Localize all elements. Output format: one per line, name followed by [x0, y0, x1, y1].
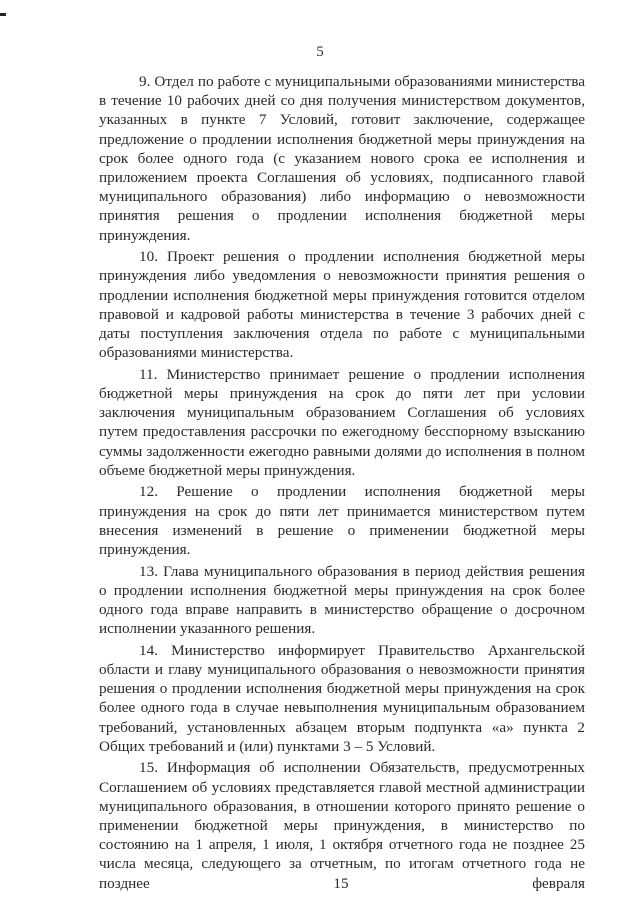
paragraph-12: 12. Решение о продлении исполнения бюджетной меры принуждения на срок до пяти лет принимается министерством путем внесения изменений в решение о применении бюджетной меры принуждения.	[99, 483, 585, 559]
paragraph-14: 14. Министерство информирует Правительство Архангельской области и главу муниципального образования о невозможности принятия решения о продлении исполнения бюджетной меры принуждения на срок более одного года в случае невыполнения муниципальным образованием требований, установленных абзацем вторым подпункта «а» пункта 2 Общих требований и (или) пунктами 3 – 5 Условий.	[99, 641, 585, 755]
paragraph-15: 15. Информация об исполнении Обязательств, предусмотренных Соглашением об условиях представляется главой местной администрации муниципального образования, в отношении которого принято решение о применении бюджетной меры принуждения, в министерство по состоянию на 1 апреля, 1 июля, 1 октября отчетного года не позднее 25 числа месяца, следующего за отчетным, по итогам отчетного года не позднее 15 февраля	[99, 759, 585, 892]
paragraph-9: 9. Отдел по работе с муниципальными образованиями министерства в течение 10 рабочих дней со дня получения министерством документов, указанных в пункте 7 Условий, готовит заключение, содержащее предложение о продлении исполнения бюджетной меры принуждения на срок более одного года (с указанием нового срока ее исполнения и приложением проекта Соглашения об условиях, подписанного главой муниципального образования) либо информацию о невозможности принятия решения о продлении исполнения бюджетной меры принуждения.	[99, 73, 585, 244]
document-body	[99, 72, 585, 895]
scan-corner-mark	[0, 13, 6, 16]
paragraph-13: 13. Глава муниципального образования в период действия решения о продлении исполнения бюджетной меры принуждения на срок более одного года вправе направить в министерство обращение о досрочном исполнении указанного решения.	[99, 562, 585, 638]
paragraph-10: 10. Проект решения о продлении исполнения бюджетной меры принуждения либо уведомления о невозможности принятия решения о продлении исполнения бюджетной меры принуждения готовится отделом правовой и кадровой работы министерства в течение 3 рабочих дней с даты поступления заключения отдела по работе с муниципальными образованиями министерства.	[99, 248, 585, 362]
page-number: 5	[316, 44, 324, 60]
paragraph-11: 11. Министерство принимает решение о продлении исполнения бюджетной меры принуждения на срок до пяти лет при условии заключения муниципальным образованием Соглашения об условиях путем предоставления рассрочки по ежегодному бесспорному взысканию суммы задолженности ежегодно равными долями до исполнения в полном объеме бюджетной меры принуждения.	[99, 365, 585, 479]
